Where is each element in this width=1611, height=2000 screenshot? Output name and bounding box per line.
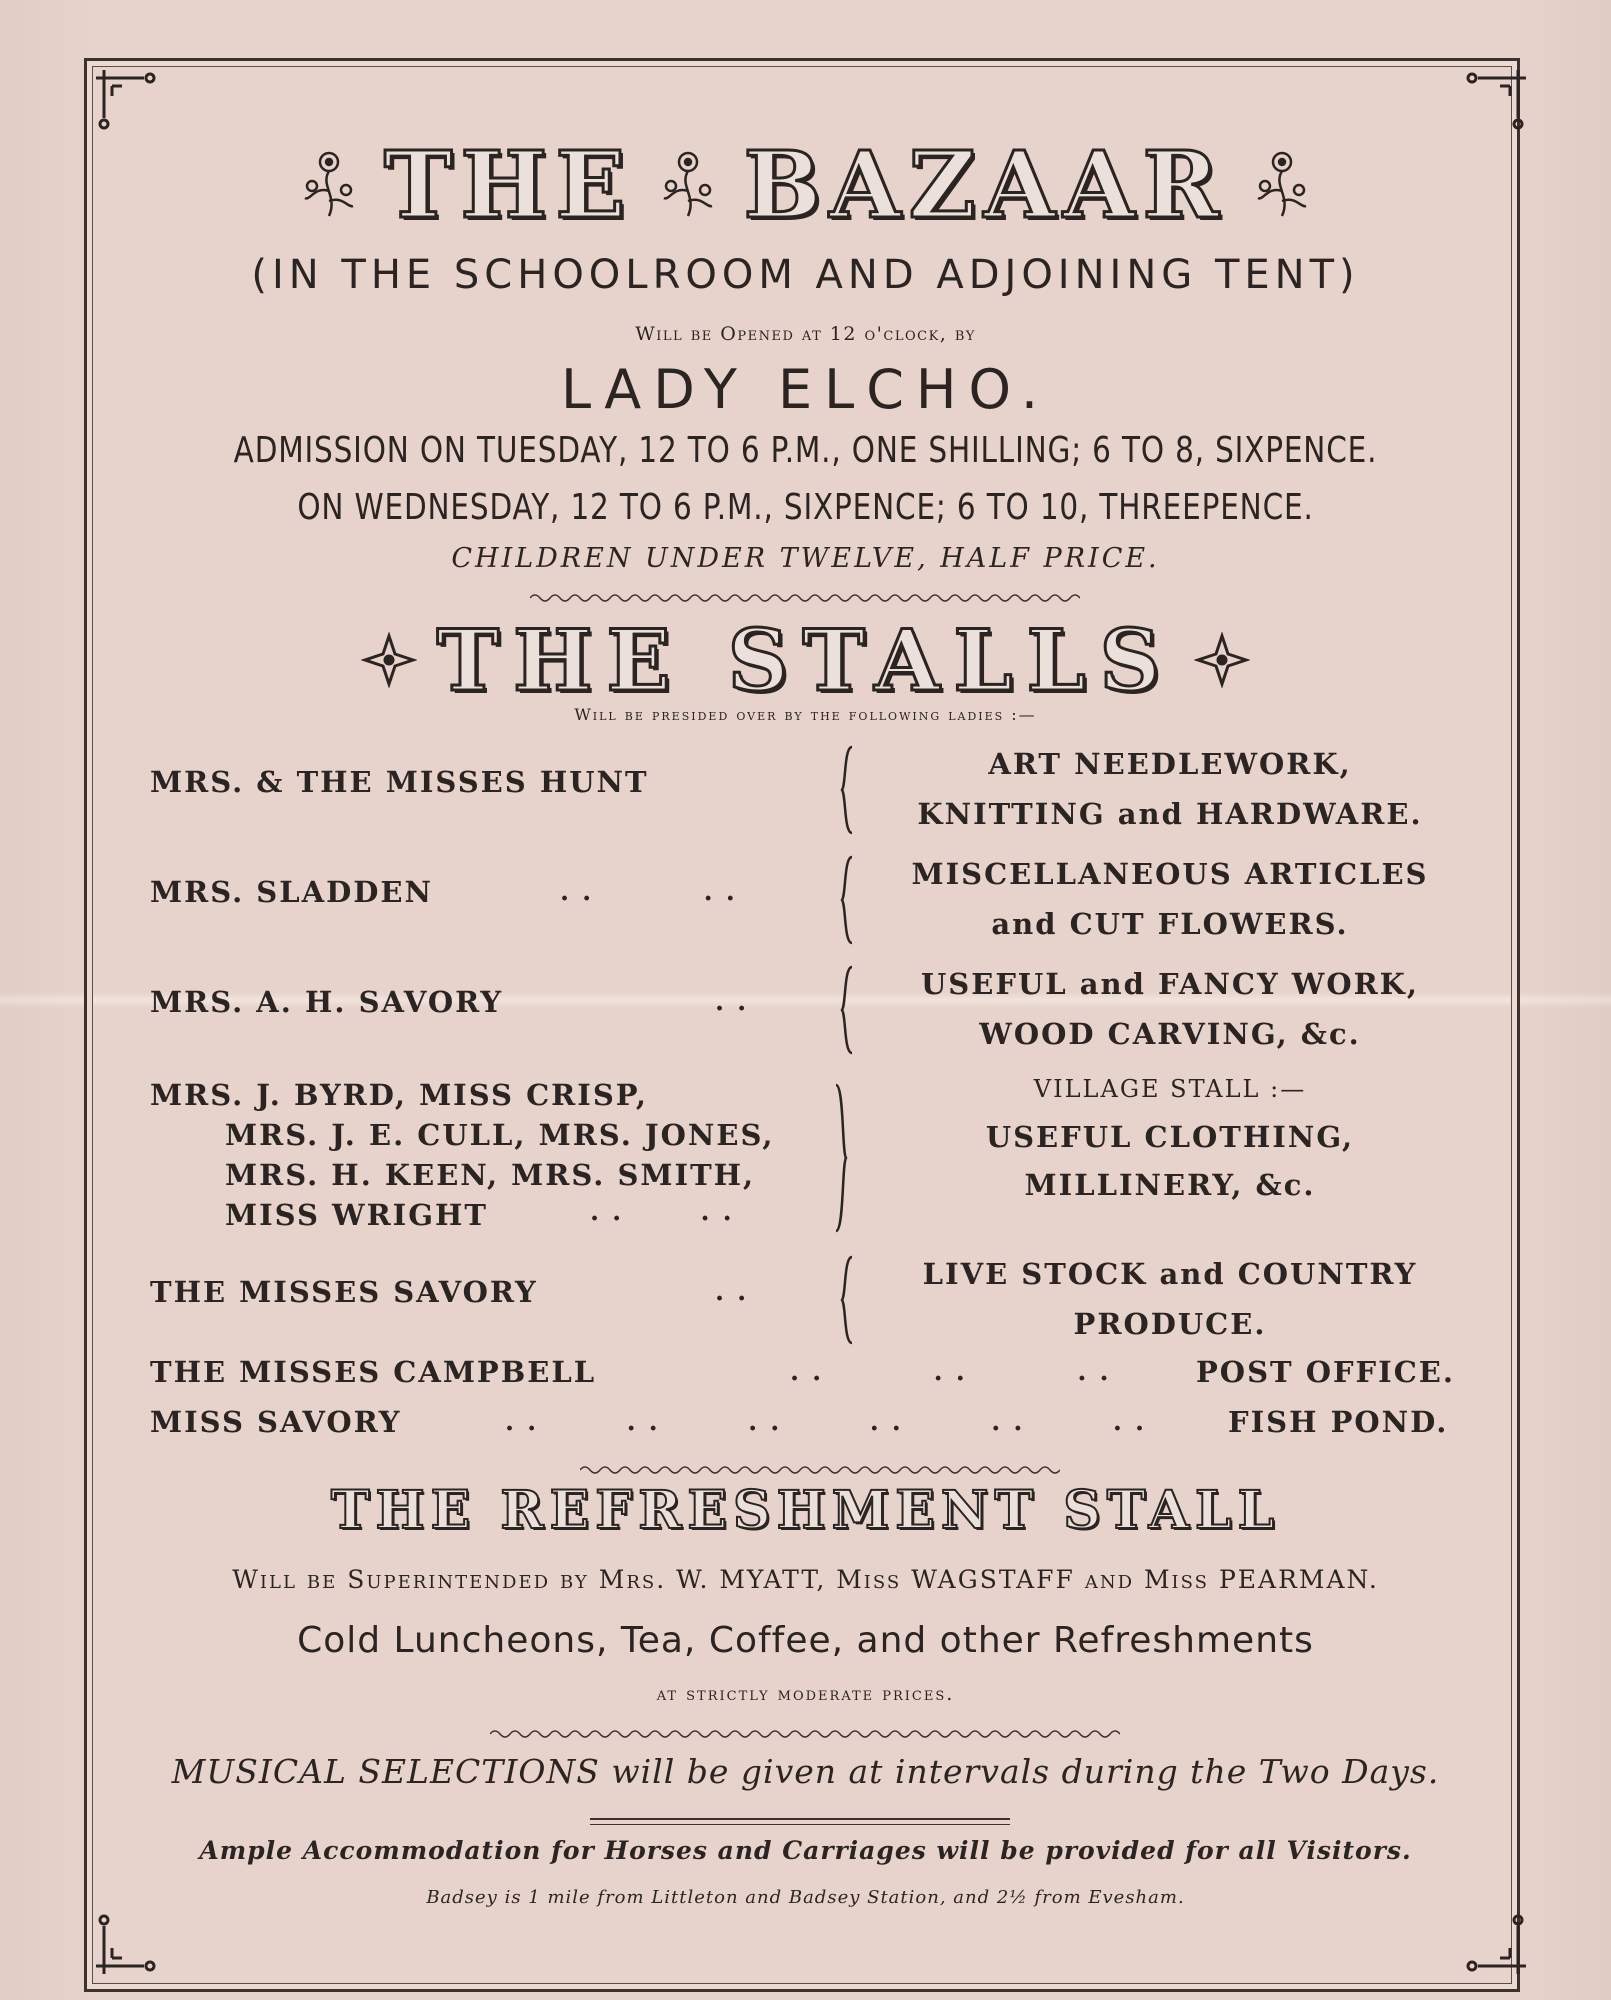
stalls-intro: Will be presided over by the following ladies :—: [574, 705, 1037, 724]
brace-icon: [838, 855, 858, 945]
stall-goods-line: KNITTING and HARDWARE.: [917, 797, 1423, 831]
location-line: (IN THE SCHOOLROOM AND ADJOINING TENT): [251, 252, 1360, 298]
superintended-line: Will be Superintended by Mrs. W. MYATT, Miss WAGSTAFF and Miss PEARMAN.: [232, 1565, 1379, 1594]
wavy-divider: [530, 590, 1080, 604]
stall-goods-line: POST OFFICE.: [1196, 1355, 1455, 1389]
stall-goods: [870, 849, 1470, 949]
village-stall-heading: VILLAGE STALL :—: [1033, 1075, 1307, 1103]
corner-ornament-icon: [92, 66, 162, 136]
stall-ladies: THE MISSES CAMPBELL: [150, 1355, 597, 1389]
stall-ladies: MRS. & THE MISSES HUNT: [150, 765, 649, 799]
stalls-title: THE STALLS: [436, 610, 1175, 710]
leader-dots: . . . .: [590, 1197, 734, 1227]
stall-goods-line: MILLINERY, &c.: [1024, 1168, 1316, 1202]
cross-ornament-icon: [1194, 632, 1250, 688]
corner-ornament-icon: [92, 1908, 162, 1978]
flower-ornament-icon: [1253, 146, 1311, 224]
stall-goods-line: PRODUCE.: [1073, 1307, 1267, 1341]
brace-icon: [838, 965, 858, 1055]
opened-by-line: Will be Opened at 12 o'clock, by: [635, 323, 976, 345]
leader-dots: . .: [715, 987, 749, 1017]
stall-ladies: MISS SAVORY: [150, 1405, 402, 1439]
stall-goods-line: and CUT FLOWERS.: [991, 907, 1349, 941]
stall-ladies-line: MRS. J. E. CULL, MRS. JONES,: [225, 1118, 775, 1152]
prices-line: at strictly moderate prices.: [656, 1683, 955, 1705]
stall-goods-line: FISH POND.: [1228, 1405, 1449, 1439]
stall-ladies-line: MRS. J. BYRD, MISS CRISP,: [150, 1078, 648, 1112]
stall-goods-line: ART NEEDLEWORK,: [988, 747, 1352, 781]
stall-goods: [870, 739, 1470, 839]
stall-goods-line: MISCELLANEOUS ARTICLES: [911, 857, 1429, 891]
bazaar-title-word: THE: [383, 131, 634, 239]
refreshment-menu: Cold Luncheons, Tea, Coffee, and other Refreshments: [297, 1620, 1314, 1661]
brace-icon: [838, 745, 858, 835]
stall-goods-line: USEFUL and FANCY WORK,: [921, 967, 1419, 1001]
stall-ladies: THE MISSES SAVORY: [150, 1275, 538, 1309]
stall-goods-line: WOOD CARVING, &c.: [979, 1017, 1361, 1051]
leader-dots: . . . . . . . . . . . .: [505, 1407, 1147, 1437]
title-row: [0, 130, 1611, 240]
divider-line: [590, 1818, 1010, 1820]
corner-ornament-icon: [1460, 1908, 1530, 1978]
wavy-divider: [490, 1726, 1120, 1740]
flower-ornament-icon: [300, 146, 358, 224]
stall-goods-line: LIVE STOCK and COUNTRY: [922, 1257, 1418, 1291]
musical-selections: MUSICAL SELECTIONS will be given at intervals during the Two Days.: [171, 1752, 1440, 1791]
stalls-title-row: [0, 610, 1611, 710]
children-price: CHILDREN UNDER TWELVE, HALF PRICE.: [451, 543, 1160, 574]
accommodation-line: Ample Accommodation for Horses and Carriages will be provided for all Visitors.: [199, 1836, 1412, 1865]
wavy-divider: [580, 1462, 1060, 1476]
flower-ornament-icon: [659, 146, 717, 224]
leader-dots: . .: [715, 1277, 749, 1307]
admission-tuesday: ADMISSION ON TUESDAY, 12 TO 6 P.M., ONE SHILLING; 6 TO 8, SIXPENCE.: [233, 430, 1378, 471]
stall-goods-line: USEFUL CLOTHING,: [985, 1120, 1355, 1154]
stall-ladies-line: MRS. H. KEEN, MRS. SMITH,: [225, 1158, 756, 1192]
stall-goods: [870, 1065, 1470, 1209]
leader-dots: . . . .: [560, 877, 737, 907]
divider-line: [590, 1824, 1010, 1825]
cross-ornament-icon: [361, 632, 417, 688]
stall-ladies-line: MISS WRIGHT: [225, 1198, 488, 1232]
brace-icon: [830, 1083, 850, 1233]
stall-ladies: MRS. SLADDEN: [150, 875, 434, 909]
location-note: Badsey is 1 mile from Littleton and Badsey Station, and 2½ from Evesham.: [426, 1887, 1185, 1908]
stall-goods: [870, 959, 1470, 1059]
stall-goods: [870, 1249, 1470, 1349]
refreshment-title: THE REFRESHMENT STALL: [330, 1480, 1281, 1541]
opener-name: LADY ELCHO.: [560, 358, 1051, 421]
admission-wednesday: ON WEDNESDAY, 12 TO 6 P.M., SIXPENCE; 6 TO 10, THREEPENCE.: [297, 487, 1314, 528]
leader-dots: . . . . . .: [790, 1357, 1111, 1387]
stall-ladies: MRS. A. H. SAVORY: [150, 985, 504, 1019]
bazaar-title-word: BAZAAR: [743, 131, 1228, 239]
brace-icon: [838, 1255, 858, 1345]
corner-ornament-icon: [1460, 66, 1530, 136]
